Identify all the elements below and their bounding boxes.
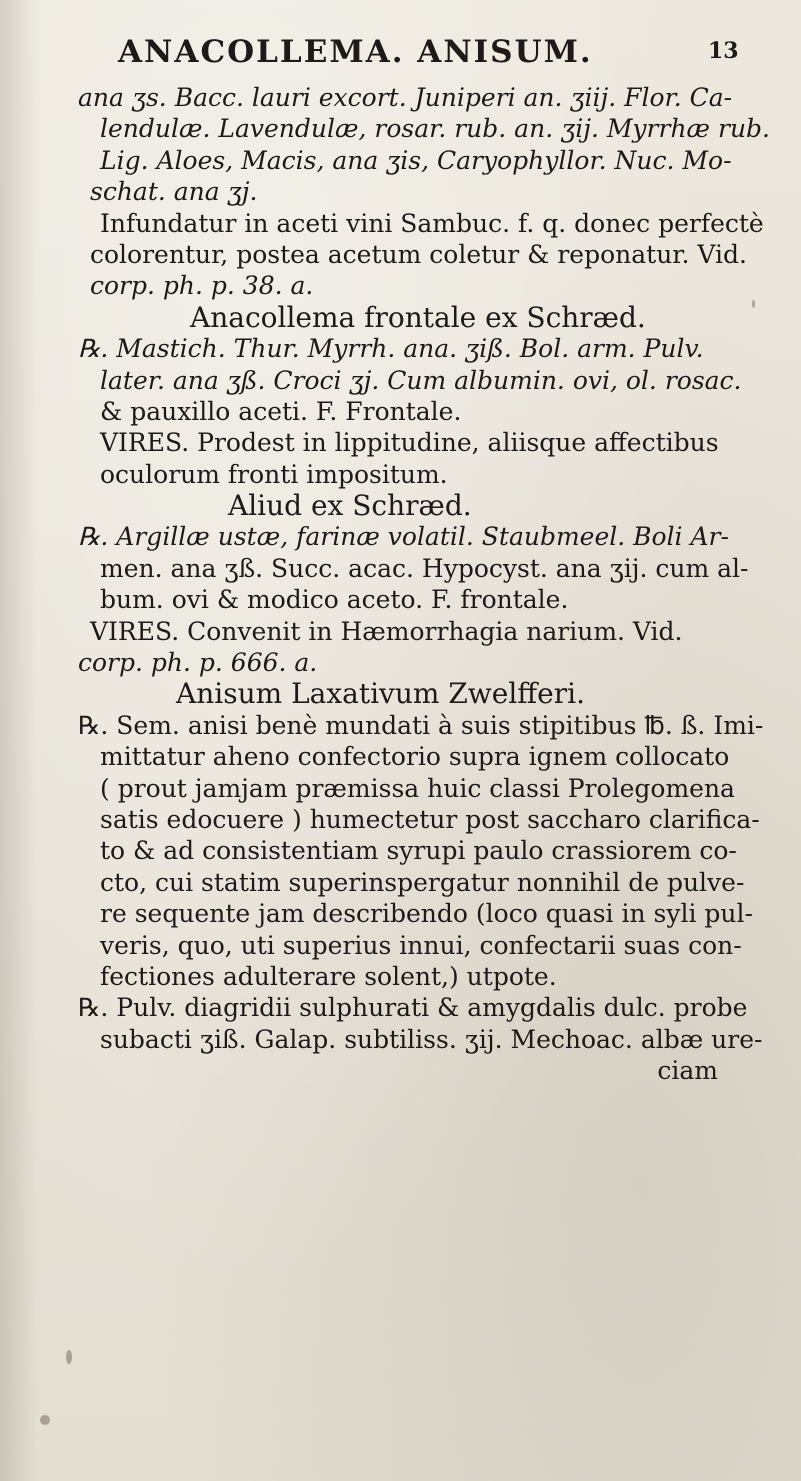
text-line: ana ʒs. Bacc. lauri excort. Juniperi an. ʒiij. Flor. Ca-: [78, 83, 733, 112]
ink-blot: [66, 1350, 72, 1364]
text-line: ℞. Mastich. Thur. Myrrh. ana. ʒiß. Bol. arm. Pulv.: [78, 334, 704, 364]
text-line: Lig. Aloes, Macis, ana ʒis, Caryophyllor. Nuc. Mo-: [100, 145, 732, 175]
text-line: cto, cui statim superinspergatur nonnihil de pulve-: [100, 867, 745, 897]
text-line: Infundatur in aceti vini Sambuc. f. q. donec perfectè: [100, 208, 764, 238]
text-line: ( prout jamjam præmissa huic classi Prolegomena: [100, 773, 735, 803]
text-line: corp. ph. p. 38. a.: [90, 271, 314, 301]
text-line: re sequente jam describendo (loco quasi in syli pul-: [100, 899, 753, 929]
entry-heading: Aliud ex Schræd.: [228, 490, 472, 522]
text-line: corp. ph. p. 666. a.: [78, 648, 318, 678]
page-number: 13: [708, 38, 739, 64]
text-line: satis edocuere ) humectetur post saccharo clarifica-: [100, 804, 760, 834]
text-line: to & ad consistentiam syrupi paulo crassiorem co-: [100, 836, 737, 866]
catchword: ciam: [657, 1056, 718, 1086]
ink-blot: [752, 300, 755, 308]
entry-heading: Anacollema frontale ex Schræd.: [190, 301, 646, 334]
text-line: later. ana ʒß. Croci ʒj. Cum albumin. ovi, ol. rosac.: [100, 365, 742, 395]
gutter-shadow: [0, 0, 38, 1481]
entry-heading: Anisum Laxativum Zwelfferi.: [176, 678, 585, 710]
text-line: bum. ovi & modico aceto. F. frontale.: [100, 585, 569, 615]
text-line: schat. ana ʒj.: [90, 177, 258, 207]
text-line: oculorum fronti impositum.: [100, 459, 448, 489]
text-line: colorentur, postea acetum coletur & reponatur. Vid.: [90, 239, 747, 269]
text-line: ℞. Pulv. diagridii sulphurati & amygdalis dulc. probe: [78, 993, 748, 1023]
text-line: subacti ʒiß. Galap. subtiliss. ʒij. Mechoac. albæ ure-: [100, 1024, 763, 1054]
text-line: VIRES. Prodest in lippitudine, aliisque affectibus: [100, 428, 719, 458]
text-line: ℞. Sem. anisi benè mundati à suis stipitibus ℔. ß. Imi-: [78, 710, 764, 740]
ink-blot: [40, 1415, 50, 1425]
text-line: veris, quo, uti superius innui, confectarii suas con-: [100, 930, 742, 960]
text-line: lendulæ. Lavendulæ, rosar. rub. an. ʒij. Myrrhæ rub.: [100, 114, 771, 144]
text-line: men. ana ʒß. Succ. acac. Hypocyst. ana ʒij. cum al-: [100, 553, 749, 583]
page-text: [78, 82, 778, 1087]
text-line: mittatur aheno confectorio supra ignem collocato: [100, 742, 730, 772]
text-line: & pauxillo aceti. F. Frontale.: [100, 396, 462, 426]
text-line: ℞. Argillæ ustæ, farinæ volatil. Staubmeel. Boli Ar-: [78, 522, 729, 552]
running-head: [0, 34, 801, 74]
text-line: fectiones adulterare solent,) utpote.: [100, 961, 557, 991]
running-head-title: ANACOLLEMA. ANISUM.: [118, 34, 593, 70]
text-line: VIRES. Convenit in Hæmorrhagia narium. Vid.: [90, 616, 683, 646]
